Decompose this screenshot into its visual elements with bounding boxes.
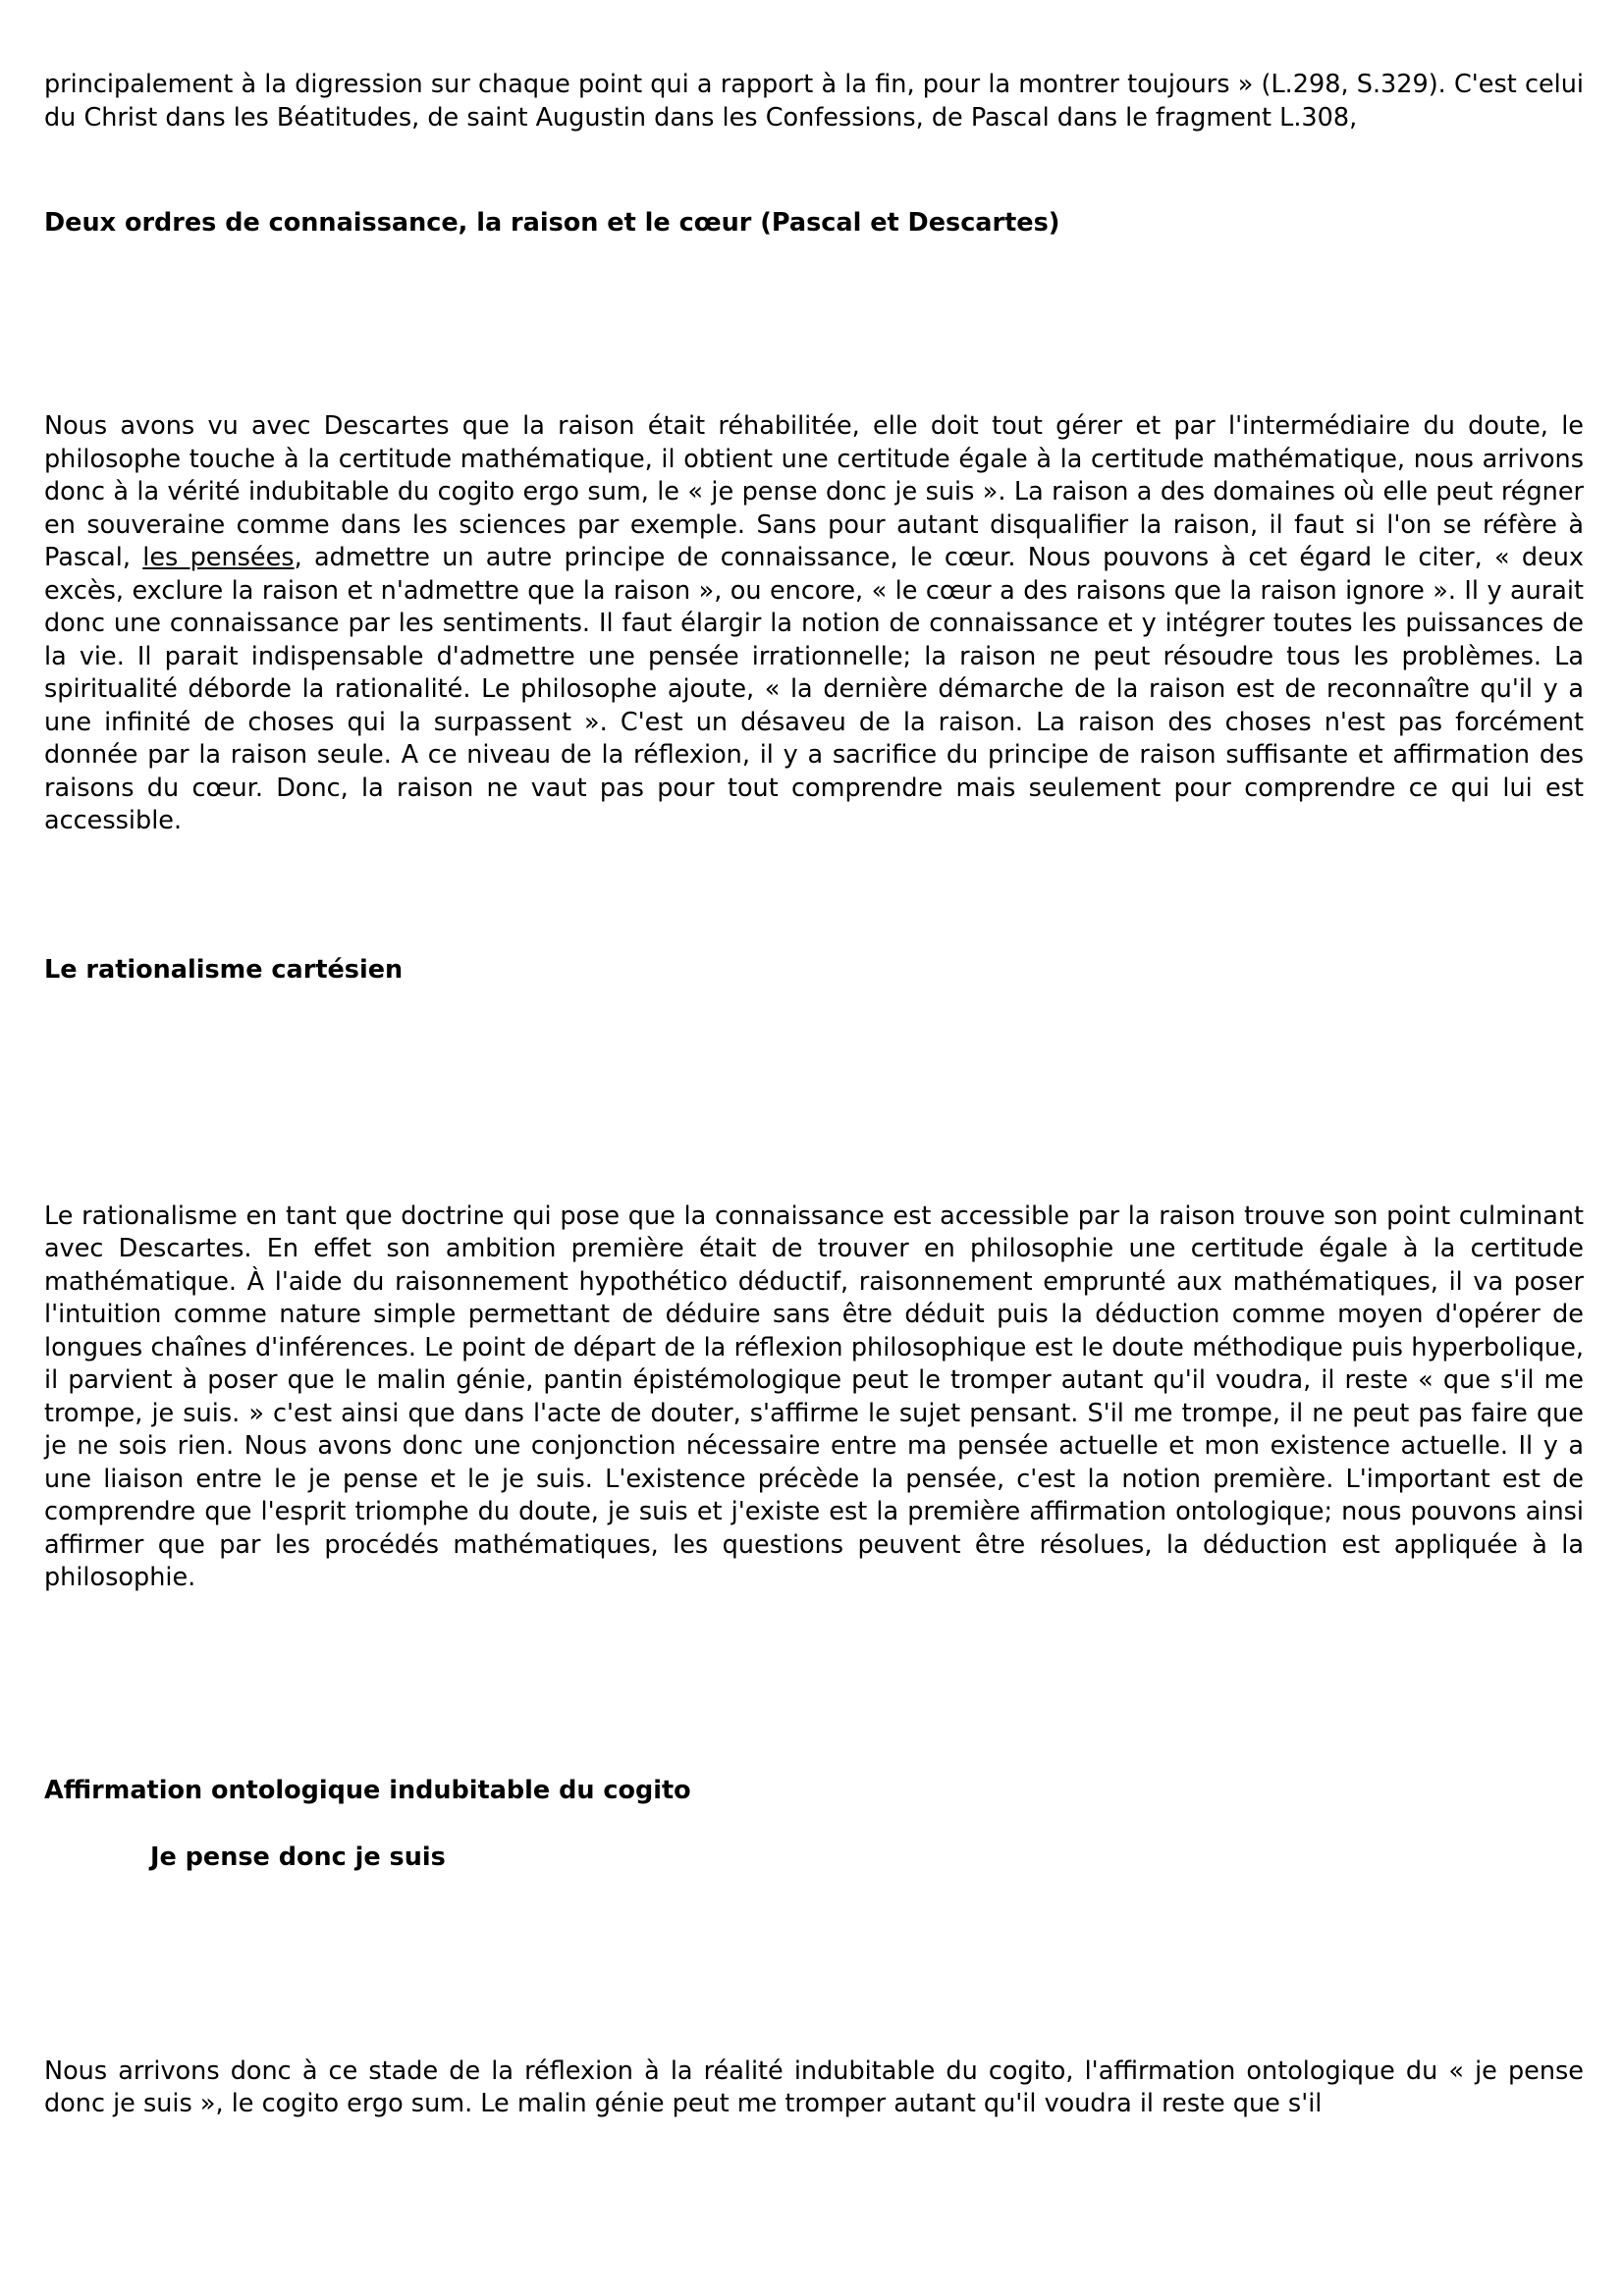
subheading-je-pense: Je pense donc je suis: [150, 1842, 446, 1872]
paragraph-deux-ordres: [44, 410, 1584, 838]
heading-affirmation-ontologique: Affirmation ontologique indubitable du cogito: [44, 1775, 691, 1805]
heading-deux-ordres: Deux ordres de connaissance, la raison et le cœur (Pascal et Descartes): [44, 208, 1060, 238]
document-page: [44, 69, 1584, 2121]
intro-paragraph: principalement à la digression sur chaque point qui a rapport à la fin, pour la montrer toujours » (L.298, S.329). C'est celui du Christ dans les Béatitudes, de saint Augustin dans les Confessions, de Pascal dans le fragment L.308,: [44, 70, 1584, 133]
paragraph-deux-ordres-part2: , admettre un autre principe de connaissance, le cœur. Nous pouvons à cet égard le citer, « deux excès, exclure la raison et n'admettre que la raison », ou encore, « le cœur a des raisons que la raison ignore ». Il y aurait donc une connaissance par les sentiments. Il faut élargir la notion de connaissance et y intégrer toutes les puissances de la vie. Il parait indispensable d'admettre une pensée irrationnelle; la raison ne peut résoudre tous les problèmes. La spiritualité déborde la rationalité. Le philosophe ajoute, « la dernière démarche de la raison est de reconnaître qu'il y a une infinité de choses qui la surpassent ». C'est un désaveu de la raison. La raison des choses n'est pas forcément donnée par la raison seule. A ce niveau de la réflexion, il y a sacrifice du principe de raison suffisante et affirmation des raisons du cœur. Donc, la raison ne vaut pas pour tout comprendre mais seulement pour comprendre ce qui lui est accessible.: [44, 543, 1585, 835]
paragraph-deux-ordres-part1: Nous avons vu avec Descartes que la raison était réhabilitée, elle doit tout gérer et par l'intermédiaire du doute, le philosophe touche à la certitude mathématique, il obtient une certitude égale à la certitude mathématique, nous arrivons donc à la vérité indubitable du cogito ergo sum, le « je pense donc je suis ». La raison a des domaines où elle peut régner en souveraine comme dans les sciences par exemple. Sans pour autant disqualifier la raison, il faut si l'on se réfère à Pascal,: [44, 411, 1584, 572]
les-pensees-link[interactable]: les pensées: [142, 543, 295, 572]
paragraph-cogito: Nous arrivons donc à ce stade de la réflexion à la réalité indubitable du cogito, l'affirmation ontologique du « je pense donc je suis », le cogito ergo sum. Le malin génie peut me tromper autant qu'il voudra il reste que s'il: [44, 2056, 1584, 2118]
heading-rationalisme: Le rationalisme cartésien: [44, 954, 404, 985]
paragraph-rationalisme: Le rationalisme en tant que doctrine qui pose que la connaissance est accessible par la raison trouve son point culminant avec Descartes. En effet son ambition première était de trouver en philosophie une certitude égale à la certitude mathématique. À l'aide du raisonnement hypothético déductif, raisonnement emprunté aux mathématiques, il va poser l'intuition comme nature simple permettant de déduire sans être déduit puis la déduction comme moyen d'opérer de longues chaînes d'inférences. Le point de départ de la réflexion philosophique est le doute méthodique puis hyperbolique, il parvient à poser que le malin génie, pantin épistémologique peut le tromper autant qu'il voudra, il reste « que s'il me trompe, je suis. » c'est ainsi que dans l'acte de douter, s'affirme le sujet pensant. S'il me trompe, il ne peut pas faire que je ne sois rien. Nous avons donc une conjonction nécessaire entre ma pensée actuelle et mon existence actuelle. Il y a une liaison entre le je pense et le je suis. L'existence précède la pensée, c'est la notion première. L'important est de comprendre que l'esprit triomphe du doute, je suis et j'existe est la première affirmation ontologique; nous pouvons ainsi affirmer que par les procédés mathématiques, les questions peuvent être résolues, la déduction est appliquée à la philosophie.: [44, 1201, 1584, 1592]
